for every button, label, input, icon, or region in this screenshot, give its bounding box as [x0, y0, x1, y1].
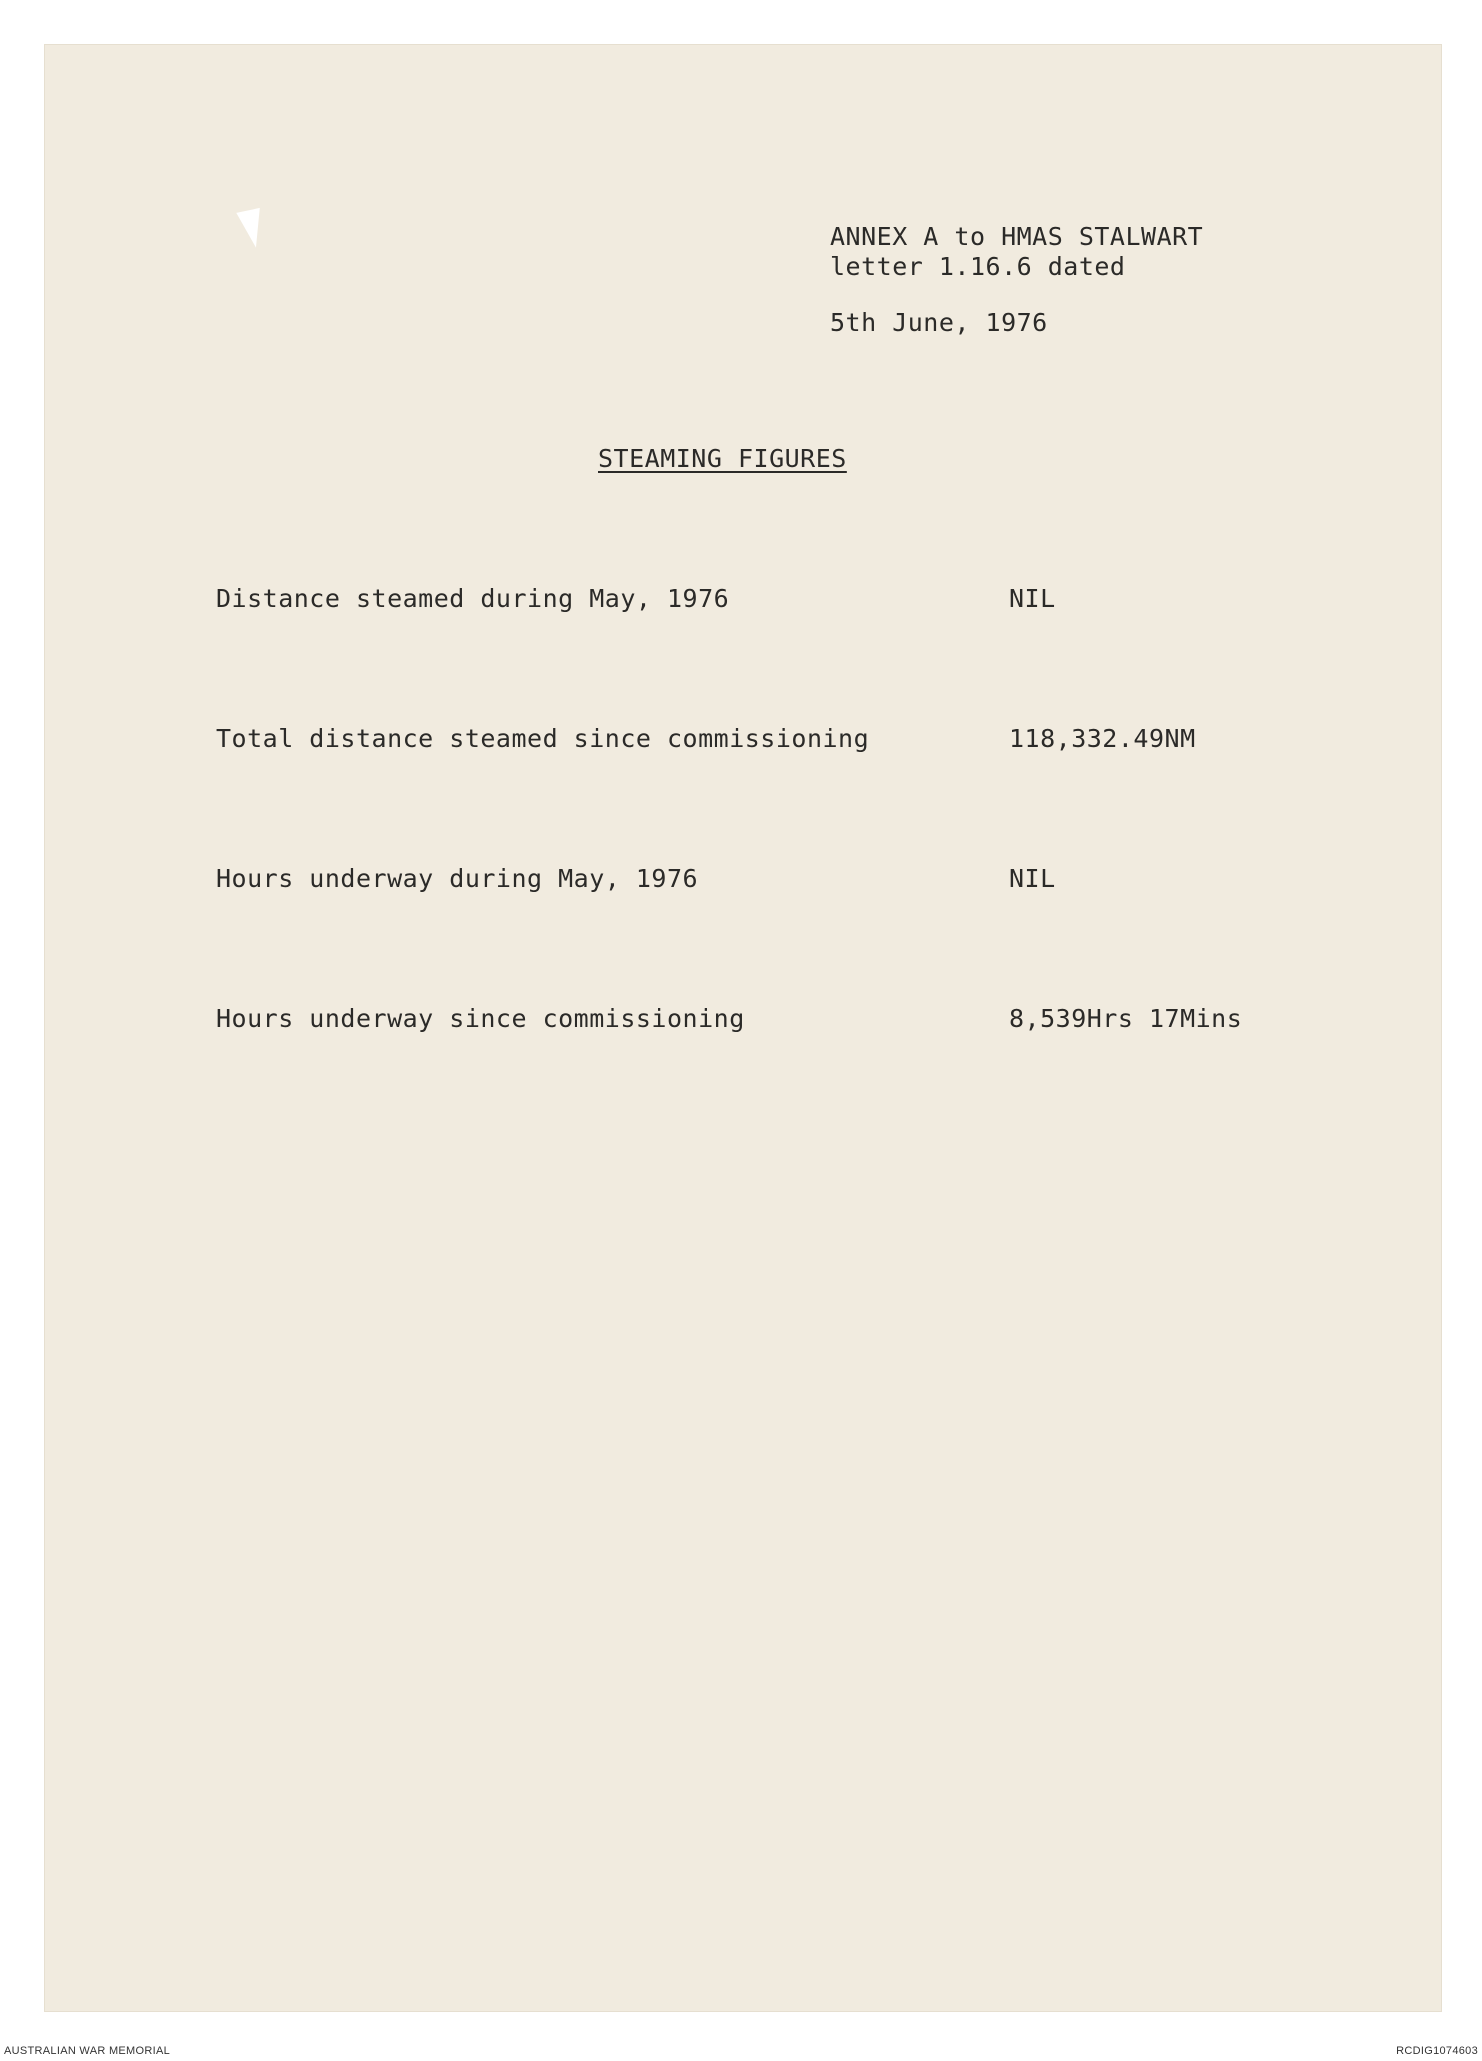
- figure-label: Hours underway during May, 1976: [216, 864, 699, 893]
- annex-heading: ANNEX A to HMAS STALWART: [830, 222, 1204, 251]
- document-page: [44, 44, 1442, 2012]
- torn-corner-mark: [236, 208, 267, 250]
- letter-reference: letter 1.16.6 dated: [830, 252, 1126, 281]
- page-title: STEAMING FIGURES: [598, 444, 847, 473]
- figure-value: 118,332.49NM: [1009, 724, 1196, 753]
- figure-label: Distance steamed during May, 1976: [216, 584, 730, 613]
- figure-value: NIL: [1009, 584, 1056, 613]
- archive-id: RCDIG1074603: [1396, 2045, 1478, 2057]
- archive-credit: AUSTRALIAN WAR MEMORIAL: [4, 2045, 171, 2057]
- figure-label: Total distance steamed since commissioning: [216, 724, 870, 753]
- figure-label: Hours underway since commissioning: [216, 1004, 745, 1033]
- figure-value: 8,539Hrs 17Mins: [1009, 1004, 1243, 1033]
- letter-date: 5th June, 1976: [830, 308, 1048, 337]
- figure-value: NIL: [1009, 864, 1056, 893]
